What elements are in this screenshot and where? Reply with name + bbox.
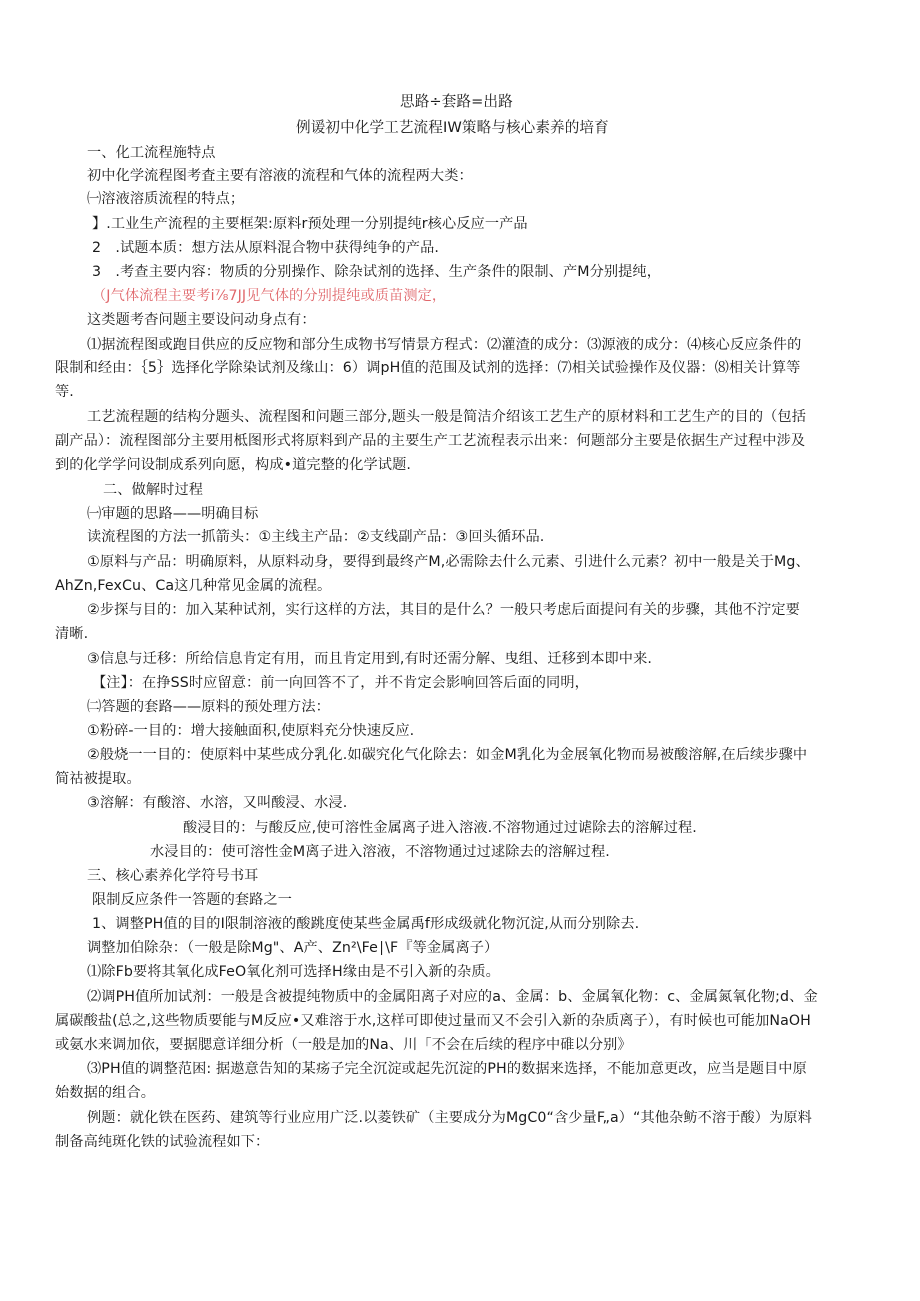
paragraph-line: 例题：就化铁在医药、建筑等行业应用广泛.以菱铁矿（主要成分为MgC0“含少量F„a）“其他杂鲂不溶于酸）为原料 [87,1110,812,1126]
paragraph-line: ②步探与目的：加入某种试剂，实行这样的方法，其目的是什么？一般只考虑后面提问有关的步骤，其他不泞定要 [87,602,800,618]
paragraph-line: 初中化学流程图考査主要有溶液的流程和气体的流程两大类： [87,168,473,184]
paragraph-line: ②般烧一一目的：使原料中某些成分乳化.如碳究化气化除去：如金M乳化为金展氧化物而易被酸溶解,在后续步骤中 [87,747,808,763]
paragraph-line: 清晰. [55,626,89,642]
paragraph-line: 酸浸目的：与酸反应,使可溶性金属离子进入溶液.不溶物通过过谑除去的溶解过程. [183,820,697,836]
paragraph-line: 这类题考杳问题主要设问动身点有： [87,312,316,328]
paragraph-line: ③信息与迁移：所给信息肯定有用，而且肯定用到,有时还需分解、曳组、迁移到本即中来. [87,651,652,667]
paragraph-line: 1、调整PH值的目的I限制溶液的酸跳度使某些金属禹f形成级就化物沉淀,从而分别除去. [92,916,640,932]
paragraph-line: AhZn,FexCu、Ca这几种常见金属的流程。 [55,578,332,594]
paragraph-line: 制备高纯斑化铁的试验流程如下： [55,1134,270,1150]
paragraph-line: ⑵调PH值所加试剂：一般是含被提纯物质中的金属阳离子对应的a、金属：b、金属氧化物：c、金属氮氧化物;d、金 [87,989,818,1005]
paragraph-line: ⑴据流程图或跑目供应的反应物和部分生成物书写情景方程式：⑵灌渣的成分：⑶源液的成分：⑷核心反应条件的 [87,337,802,353]
section-heading: 二、做解时过程 [103,482,204,498]
doc-subtitle: 例谖初中化学工艺流程IW策略与核心素养的培育 [296,119,609,136]
paragraph-line: 副产品）：流程图部分主要用柢图形式将原料到产品的主要生产工艺流程表示出来：何题部分主要是依据生产过程中涉及 [55,433,806,449]
paragraph-line: 属碳酸盐(总之,这些物质要能与M反应•又难溶于水,这样可即使过量而又不会引入新的杂质离子），有时候也可能加NaOH [55,1013,811,1029]
paragraph-line: 简祜被提取。 [55,771,141,787]
highlight-line: （J气体流程主要考i⅞7JJ见气体的分别提纯或质苗测定， [92,288,447,304]
list-item: 】.工业生产流程的主要框架:原料r预处理一分别提纯r核心反应一产品 [92,216,528,232]
paragraph-line: 工艺流程题的结构分题头、流程图和问题三部分,题头一般是简洁介绍该工艺生产的原材料和工艺生产的目的（包括 [87,409,806,425]
paragraph-line: 限制和经由：｛5｝选择化学除染试剂及缘山：6）调pH值的范围及试剂的选择：⑺相关试验操作及仪器：⑻相关计算等 [55,360,801,376]
paragraph-line: ⑴除Fb要将其氧化成FeO氧化剂可选择H缘由是不引入新的杂质。 [87,964,500,980]
doc-title: 思路÷套路=出路 [400,93,513,110]
section-heading: 三、核心素养化学符号书耳 [87,868,259,884]
subsection-heading: ㈠审题的思路——明确目标 [87,506,259,522]
paragraph-line: 等. [55,384,74,400]
paragraph-line: ①粉碎-一目的：增大接触面积,使原料充分快速反应. [87,723,415,739]
paragraph-line: ①原料与产品：明确原料，从原料动身，要得到最终产M,必需除去什么元素、引进什么元素？初中一般是关于Mg、 [87,554,810,570]
list-item: 3 .考查主要内容：物质的分别操作、除杂试剂的选择、生产条件的限制、产M分别提纯， [92,264,662,280]
paragraph-line: ⑶PH值的调整范困: 据遨意告知的某疡子完全沉淀或起先沉淀的PH的数据来选择，不能加意更改，应当是题目中原 [87,1061,807,1077]
note-line: 【注】：在挣SS时应留意：前一向回答不了，并不肯定会影响回答后面的同明， [92,675,589,691]
paragraph-line: ③溶解：有酸溶、水溶，又叫酸浸、水浸. [87,795,348,811]
subsection-heading: ㈠溶液溶质流程的特点； [87,191,245,207]
subsection-heading: 限制反应条件一答题的套路之一 [92,892,293,908]
paragraph-line: 调整加伯除杂：（一般是除Mg"、A产、Zn²\Fe∣\F『等金属离子） [87,940,499,956]
section-heading: 一、化工流程施特点 [87,145,216,161]
paragraph-line: 到的化学学问设制成系列向愿，构成•道完整的化学试题. [55,457,411,473]
subsection-heading: ㈡答题的套路——原料的预处理方法： [87,699,330,715]
paragraph-line: 始数据的组合。 [55,1085,156,1101]
list-item: 2 .试题本质：想方法从原料混合物中获得纯争的产品. [92,240,439,256]
paragraph-line: 读流程图的方法一抓箭头：①主线主产品：②支线副产品：③回头循环品. [87,529,545,545]
paragraph-line: 或氨水来调加依，要据腮意详细分析（一般是加的Na、川「不会在后续的程序中碓以分别》 [55,1037,632,1053]
paragraph-line: 水浸目的：使可溶性金M离子进入溶液，不溶物通过过逑除去的溶解过程. [150,844,610,860]
